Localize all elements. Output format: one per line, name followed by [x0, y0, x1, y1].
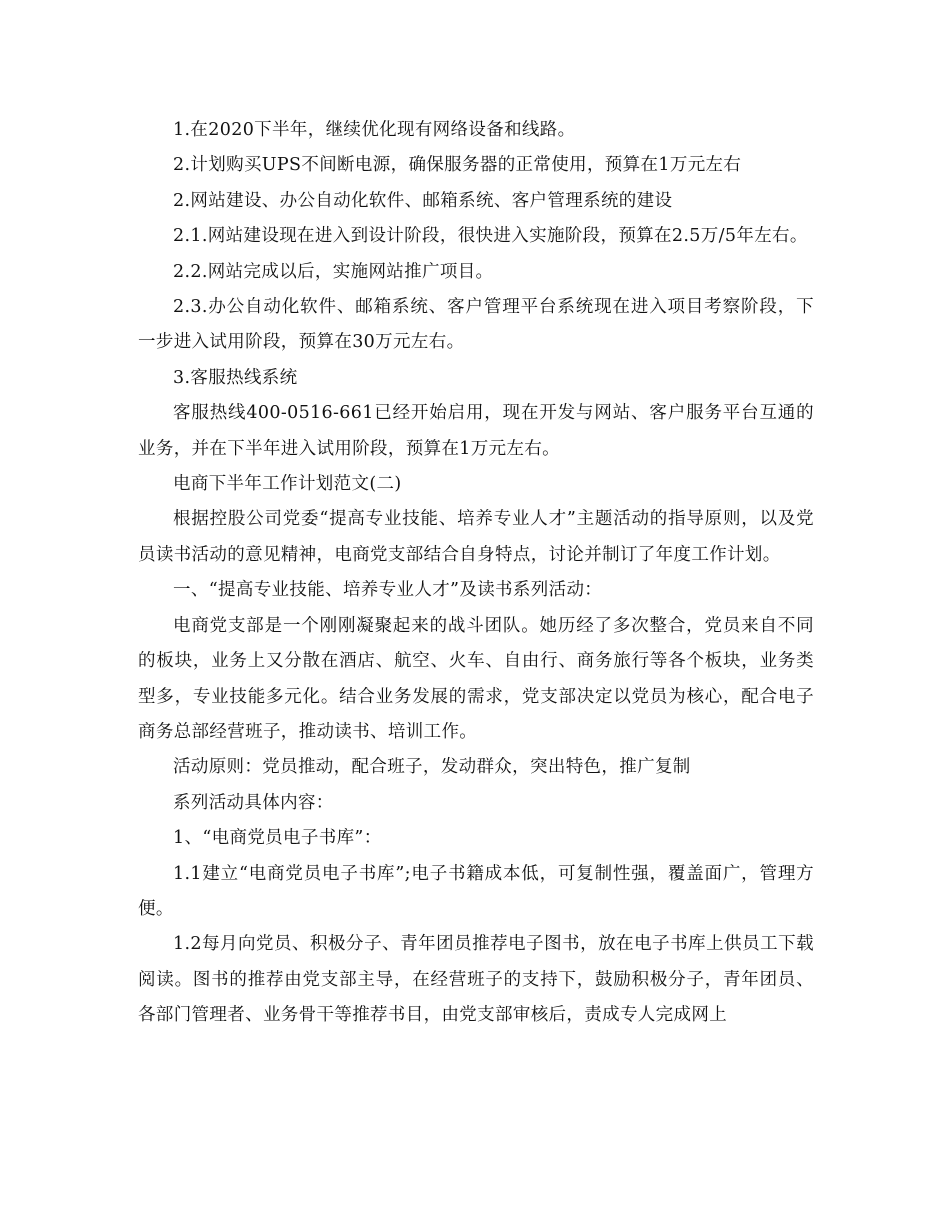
- paragraph: 系列活动具体内容：: [173, 792, 334, 813]
- paragraph: 1.1建立“电商党员电子书库”;电子书籍成本低，可复制性强，覆盖面广，管理方便。: [138, 863, 814, 919]
- paragraph: 2.1.网站建设现在进入到设计阶段，很快进入实施阶段，预算在2.5万/5年左右。: [173, 226, 808, 247]
- paragraph: 3.客服热线系统: [173, 367, 298, 388]
- paragraph: 一、“提高专业技能、培养专业人才”及读书系列活动：: [173, 580, 603, 601]
- paragraph: 1.2每月向党员、积极分子、青年团员推荐电子图书，放在电子书库上供员工下载阅读。图书的推荐由党支部主导，在经营班子的支持下，鼓励积极分子，青年团员、各部门管理者、业务骨干等推荐书目，由党支部审核后，责成专人完成网上: [138, 934, 814, 1026]
- document-body: [138, 113, 814, 1034]
- paragraph: 1、“电商党员电子书库”：: [173, 828, 382, 849]
- paragraph: 2.网站建设、办公自动化软件、邮箱系统、客户管理系统的建设: [173, 190, 673, 211]
- paragraph: 2.2.网站完成以后，实施网站推广项目。: [173, 261, 494, 282]
- section-heading: 电商下半年工作计划范文(二): [173, 474, 402, 495]
- paragraph: 客服热线400-0516-661已经开始启用，现在开发与网站、客户服务平台互通的业务，并在下半年进入试用阶段，预算在1万元左右。: [138, 403, 814, 459]
- paragraph: 2.3.办公自动化软件、邮箱系统、客户管理平台系统现在进入项目考察阶段，下一步进入试用阶段，预算在30万元左右。: [138, 297, 814, 353]
- paragraph: 活动原则：党员推动，配合班子，发动群众，突出特色，推广复制: [173, 757, 691, 778]
- paragraph: 2.计划购买UPS不间断电源，确保服务器的正常使用，预算在1万元左右: [173, 155, 742, 176]
- paragraph: 电商党支部是一个刚刚凝聚起来的战斗团队。她历经了多次整合，党员来自不同的板块，业务上又分散在酒店、航空、火车、自由行、商务旅行等各个板块，业务类型多，专业技能多元化。结合业务发展的需求，党支部决定以党员为核心，配合电子商务总部经营班子，推动读书、培训工作。: [138, 615, 814, 742]
- paragraph: 1.在2020下半年，继续优化现有网络设备和线路。: [173, 120, 576, 140]
- paragraph: 根据控股公司党委“提高专业技能、培养专业人才”主题活动的指导原则，以及党员读书活动的意见精神，电商党支部结合自身特点，讨论并制订了年度工作计划。: [138, 509, 814, 565]
